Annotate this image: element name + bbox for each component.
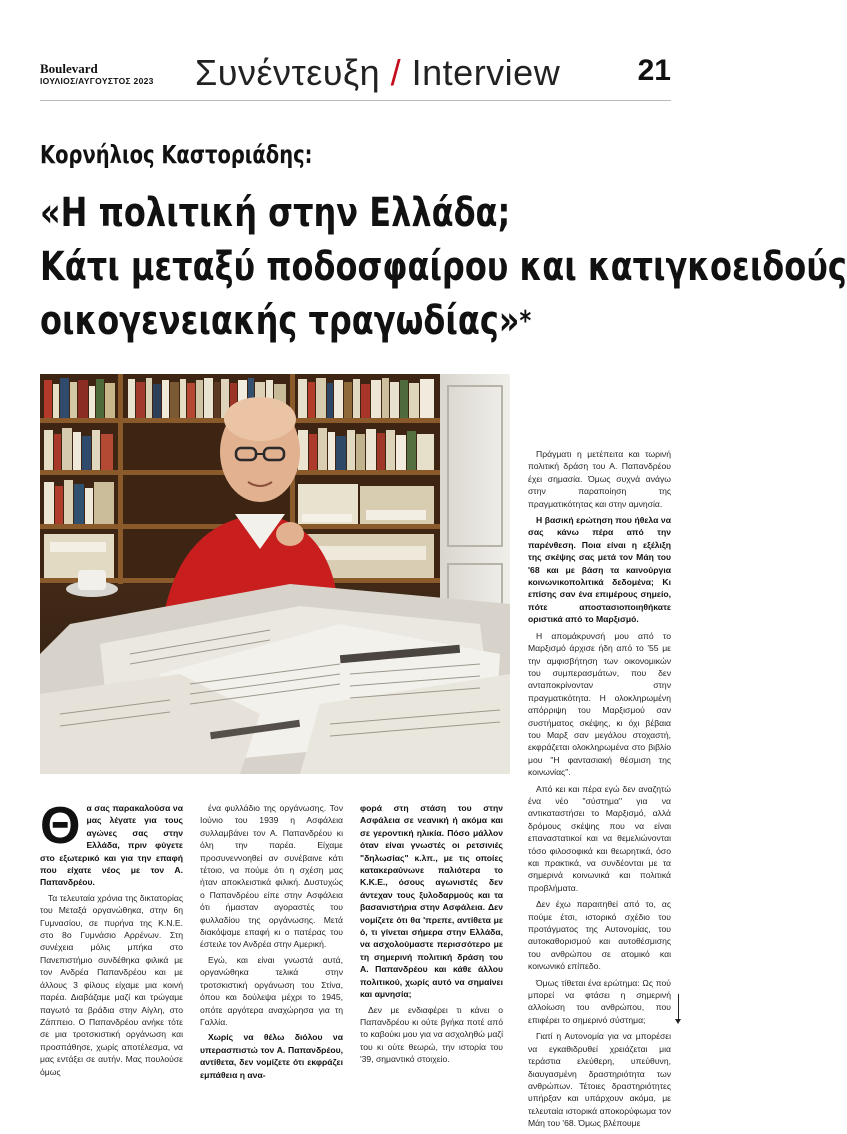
headline-line-1: «Η πολιτική στην Ελλάδα; (40, 190, 511, 236)
paragraph: Από κει και πέρα εγώ δεν αναζητώ ένα νέο "σύστημα" για να αντικαταστήσει το Μαρξισμό, αλλά δρόμους σκέψης που να είναι επαναστατικοί και να θεμελιώνονται τόσο φιλοσοφικά και θεωρητικά, όσο και πρακτικά, να συνδέονται με τα σημερινά κοινωνικά και πολιτικά προβλήματα. (528, 783, 671, 893)
interview-question: Χωρίς να θέλω διόλου να υπερασπιστώ τον Α. Παπανδρέου, αντίθετα, δεν νομίζετε ότι εκφράζει εμπάθεια η ανα- (200, 1032, 343, 1080)
paragraph: ένα φυλλάδιο της οργάνωσης. Τον Ιούνιο του 1939 η Ασφάλεια συλλαμβάνει τον Α. Παπανδρέου κι όλη την παρέα. Είχαμε προσυνεννοηθεί αν συνέβαινε κάτι τέτοιο, να πούμε ότι η σχέση μας ήταν αποκλειστικά φιλική. Δυστυχώς ο Παπανδρέου είπε στην Ασφάλεια ότι ήμασταν αγοραστές του φυλλαδίου της οργάνωσης. Μετά διακόψαμε επαφή κι ο πατέρας του έστειλε τον Ανδρέα στην Αμερική. (200, 803, 343, 950)
photo-illustration (40, 374, 510, 774)
paragraph: Δεν έχω παραιτηθεί από το, ας πούμε έτσι, ιστορικό σχέδιο του προτάγματος της Αυτονομίας, του αυτοκαθορισμού και αυτοθέσμισης του ανθρώπου σε ατομικό και κοινωνικό επίπεδο. (528, 899, 671, 972)
paragraph: Τα τελευταία χρόνια της δικτατορίας του Μεταξά οργανώθηκα, στην 6η Γυμνασίου, σε πυρήνα της Κ.Ν.Ε. στο 8ο Γυμνάσιο Αρρένων. Στη συνέχεια μόλις μπήκα στο Πανεπιστήμιο συνδέθηκα φιλικά με τον Ανδρέα Παπανδρέου και με άλλους 3 φίλους είχαμε μια κοινή παρέα. Διαβάζαμε μαζί και τρώγαμε παγωτό τα βράδια στην Αίγλη, στο Ζάππειο. Ο Παπανδρέου ανήκε τότε σε μια τροτσκιστική οργάνωση και προσπάθησε, χωρίς αποτέλεσμα, να μας εντάξει σε αυτήν. Μας πουλούσε όμως (40, 892, 183, 1077)
paragraph: Όμως τίθεται ένα ερώτημα: Ως πού μπορεί να φτάσει η σημερινή αλλοίωση του ανθρώπου, που επιφέρει το σημερινό σύστημα; (528, 977, 671, 1025)
lead-question-text: α σας παρακαλούσα να μας λέγατε για τους αγώνες σας στην Ελλάδα, πριν φύγετε στο εξωτερικό και για την επαφή που είχατε νέος με τον Α. Παπανδρέου. (40, 803, 183, 888)
issue-date: ΙΟΥΛΙΟΣ/ΑΥΓΟΥΣΤΟΣ 2023 (40, 76, 154, 86)
paragraph: Εγώ, και είναι γνωστά αυτά, οργανώθηκα τελικά στην τροτσκιστική οργάνωση του Στίνα, όπου και δούλεψα μέχρι το 1945, οπότε αργότερα αναχώρησα για τη Γαλλία. (200, 954, 343, 1027)
section-title-greek: Συνέντευξη (195, 52, 381, 93)
brand-name: Boulevard (40, 61, 98, 76)
magazine-brand (40, 62, 154, 86)
interview-question: Η βασική ερώτηση που ήθελα να σας κάνω πέρα από την παρένθεση. Ποια είναι η εξέλιξη της σκέψης σας μετά τον Μάη του '68 και με βάση τα καινούργια κοινωνικοπολιτικά δεδομένα; Κι επίσης σαν ένα επιμέρους σημείο, πότε αποστασιοποιηθήκατε οριστικά από το Μαρξισμό. (528, 515, 671, 625)
interview-question: φορά στη στάση του στην Ασφάλεια σε νεανική ή ακόμα και σε γεροντική ηλικία. Πόσο μάλλον όταν είναι γνωστές οι ρετσινιές "δηλωσίας" κ.λπ., με τις οποίες κατακεραύνωνε παλιότερα το Κ.Κ.Ε., όσους αγωνιστές δεν άντεχαν τους ξυλοδαρμούς και τα βασανιστήρια στην Ασφάλεια. Δεν νομίζετε ότι θα 'πρεπε, αντίθετα με ό, τι γίνεται σήμερα στην Ελλάδα, να ασχολούμαστε περισσότερο με τη σημερινή πολιτική δράση του Α. Παπανδρέου και κάθε άλλου πολιτικού, χωρίς αυτό να σημαίνει και αμνησία; (360, 803, 503, 1000)
headline-line-3-text: οικογενειακής τραγωδίας» (40, 298, 520, 344)
article-column-3 (360, 802, 503, 1069)
section-title-english: Interview (411, 52, 561, 93)
continue-arrow-icon (678, 994, 679, 1020)
article-column-2 (200, 802, 343, 1084)
drop-cap: Θ (40, 797, 81, 855)
article-kicker: Κορνήλιος Καστοριάδης: (40, 140, 313, 169)
section-title (195, 52, 560, 94)
paragraph: Η απομάκρυνσή μου από το Μαρξισμό άρχισε ήδη από το '55 με την αμφισβήτηση των οικονομικών του συμπερασμάτων, που δεν ανταποκρίνονταν στην πραγματικότητα. Η ολοκληρωμένη απόρριψη του Μαρξισμού σαν συστήματος σκέψης, κι όχι βέβαια του Μαρξ σαν μεγάλου στοχαστή, εκφράζεται ολοκληρωμένα στο βιβλίο μου "Η φαντασιακή θέσμιση της κοινωνίας". (528, 630, 671, 778)
page-number: 21 (637, 54, 671, 87)
paragraph: Πράγματι η μετέπειτα και τωρινή πολιτική δράση του Α. Παπανδρέου έχει σημασία. Όμως συχνά ανάγω στην παραποίηση της πραγματικότητας και στην αμνησία. (528, 449, 671, 509)
headline-line-3 (40, 294, 847, 348)
article-headline (40, 186, 847, 348)
page-header (40, 48, 671, 100)
article-photo (40, 374, 510, 774)
section-slash: / (390, 52, 402, 93)
footnote-asterisk: * (519, 304, 532, 337)
header-rule (40, 100, 671, 101)
headline-line-2: Κάτι μεταξύ ποδοσφαίρου και κατιγκοειδούς (40, 244, 847, 290)
coffee-cup (78, 570, 106, 590)
article-column-right (528, 448, 671, 1134)
article-column-1 (40, 797, 183, 1081)
lead-question (40, 797, 183, 889)
paragraph: Δεν με ενδιαφέρει τι κάνει ο Παπανδρέου κι ούτε βγήκα ποτέ από το καβούκι μου για να ασχοληθώ μαζί του κι ούτε θεωρώ, την ιστορία του '39, σημαντικό στοιχείο. (360, 1004, 503, 1065)
paragraph: Γιατί η Αυτονομία για να μπορέσει να εγκαθιδρυθεί χρειάζεται μια τεράστια ελεύθερη, υπεύθυνη, διαυγασμένη δραστηριότητα των ανθρώπων. Τέτοιες δραστηριότητες υπήρξαν και υπάρχουν ακόμα, με τελευταία ιστορικά αποκορύφωμα τον Μάη του '68. Όμως βλέπουμε (528, 1031, 671, 1129)
